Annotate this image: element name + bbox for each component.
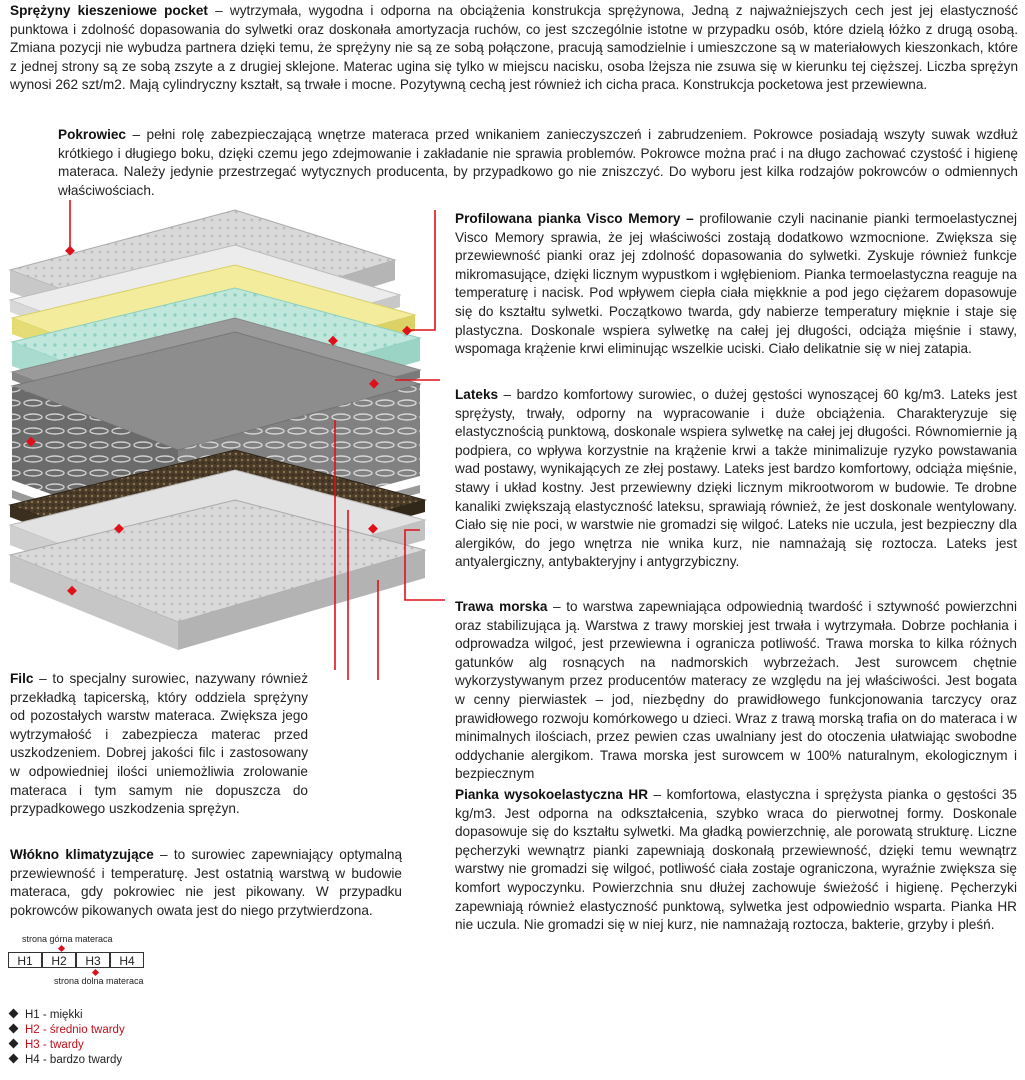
scale-box-h4: H4 — [110, 952, 144, 968]
fiber-title: Włókno klimatyzujące — [10, 847, 154, 862]
mattress-layers-illustration — [0, 200, 445, 680]
springs-title: Sprężyny kieszeniowe pocket — [10, 3, 208, 18]
leader-hr — [378, 580, 445, 680]
legend-h1-diamond-icon — [9, 1009, 19, 1019]
fiber-paragraph — [10, 846, 402, 920]
hr-paragraph — [455, 786, 1017, 935]
visco-body: profilowanie czyli nacinanie pianki termoelastycznej Visco Memory sprawia, że jej właściwości zostają dodatkowo wzmocnione. Zwiększa się przewiewność pianki oraz jej zdolność dopasowania do sylwetki. Zyskuje również funkcje mikromasujące, dzięki licznym wypustkom i wgłębieniom. Pianka termoelastyczna reaguje na temperaturę i nacisk. Pod wpływem ciepła ciała miękknie a pod jego ciężarem dopasowuje się do kształtu sylwetki. Początkowo twarda, gdy nabierze temperatury mięknie i staje się plastyczna. Doskonale wspiera sylwetkę na całej jej długości, odciąża mięśnie i stawy, wspomaga krążenie krwi eliminując wszelkie uciski. Ciało delikatnie się w niej zatapia. — [455, 211, 1017, 357]
cover-title: Pokrowiec — [58, 127, 126, 142]
latex-body: – bardzo komfortowy surowiec, o dużej gęstości wynoszącej 60 kg/m3. Lateks jest sprężysty, trwały, odporny na wypracowanie i duże obciążenia. Charakteryzuje się elastycznością punktową, doskonale wspiera sylwetkę na całej jej długości. Równomiernie ją podpiera, co wpływa korzystnie na krążenie krwi a także minimalizuje ryzyko powstawania wad postawy, wynikających ze złej postawy. Lateks jest bardzo komfortowy, odciąża mięśnie, stawy i układ kostny. Jest przewiewny dzięki licznym mikrootworom w budowie. Te drobne kanaliki zwiększają elastyczność lateksu, sprawiają również, że jest doskonale wentylowany. Ciało się nie poci, w warstwie nie gromadzi się wilgoć. Lateks nie uczula, jest bezpieczny dla alergików, do jego wnętrza nie wnika kurz, nie namnażają się roztocza. Lateks jest antyalergiczny, antybakteryjny i antygrzybiczny. — [455, 387, 1017, 570]
legend-h4 — [10, 1053, 122, 1068]
hr-title: Pianka wysokoelastyczna HR — [455, 787, 649, 802]
legend-h2 — [10, 1023, 125, 1038]
scale-bottom-label: strona dolna materaca — [54, 976, 144, 986]
legend-h2-diamond-icon — [9, 1024, 19, 1034]
legend-h3 — [10, 1038, 84, 1053]
scale-box-h1: H1 — [8, 952, 42, 968]
fiber-body: – to surowiec zapewniający optymalną przewiewność i temperaturę. Jest ostatnią warstwą w budowie materaca, gdy pokrowiec nie jest pikowany. W przypadku pokrowców pikowanych owata jest do niego przytwierdzona. — [10, 847, 402, 918]
scale-box-h3: H3 — [76, 952, 110, 968]
cover-paragraph — [58, 126, 1018, 200]
legend-h1-label: H1 - miękki — [25, 1009, 83, 1021]
scale-bottom-marker — [92, 969, 99, 976]
hardness-scale — [8, 934, 168, 994]
legend-h3-label: H3 - twardy — [25, 1039, 84, 1051]
seaweed-body: – to warstwa zapewniająca odpowiednią twardość i sztywność powierzchni oraz stabilizująca ją. Warstwa z trawy morskiej jest trwała i wytrzymała. Dobrze pochłania i odprowadza wilgoć, jest przewiewna i ogranicza potliwość. Trawa morska to kilka różnych gatunków alg rosnących na nadmorskich wybrzeżach. Jest surowcem chętnie wykorzystywanym przez producentów materacy ze względu na jej właściwości. Jest bogata w cenny pierwiastek – jod, niezbędny do prawidłowego funkcjonowania tarczycy oraz prawidłowego rozwoju komórkowego u dzieci. Wraz z trawą morską trafia on do materaca i w minimalnych ilościach, przez pewien czas uwalniany jest do otoczenia ułatwiając swobodne oddychanie alergikom. Trawa morska jest surowcem w 100% naturalnym, ekologicznym i bezpiecznym — [455, 599, 1017, 782]
legend-h4-label: H4 - bardzo twardy — [25, 1054, 123, 1066]
leader-visco — [408, 210, 435, 330]
legend-h1 — [10, 1008, 83, 1023]
visco-title: Profilowana pianka Visco Memory – — [455, 211, 694, 226]
felt-title: Filc — [10, 671, 34, 686]
scale-box-h2: H2 — [42, 952, 76, 968]
scale-top-label: strona górna materaca — [22, 934, 113, 944]
legend-h4-diamond-icon — [9, 1054, 19, 1064]
visco-paragraph — [455, 210, 1017, 359]
legend-h3-diamond-icon — [9, 1039, 19, 1049]
felt-paragraph — [10, 670, 308, 819]
latex-title: Lateks — [455, 387, 499, 402]
hr-body: – komfortowa, elastyczna i sprężysta pianka o gęstości 35 kg/m3. Jest odporna na odkształcenia, szybko wraca do pierwotnej formy. Doskonale dopasowuje się do kształtu sylwetki. Ma gładką powierzchnię, ale porowatą strukturę. Liczne pęcherzyki wewnątrz pianki zapewniają doskonałą przewiewność, dzięki temu wewnątrz warstwy nie gromadzi się wilgoć, potliwość ciała zostaje ograniczona, wyraźnie zwiększa się komfort wypoczynku. Powierzchnia snu dłużej zachowuje świeżość i higienę. Pęcherzyki zapewniają również elastyczność punktową, sylwetka jest odpowiednio wsparta. Pianka HR nie uczula. Nie gromadzi się w niej kurz, nie namnażają roztocza, bakterie, grzyby i pleśń. — [455, 787, 1017, 933]
seaweed-paragraph — [455, 598, 1017, 784]
legend-h2-label: H2 - średnio twardy — [25, 1024, 125, 1036]
felt-body: – to specjalny surowiec, nazywany również przekładką tapicerską, który oddziela sprężyny od pozostałych warstw materaca. Zwiększa jego wytrzymałość i zabezpiecza materac przed uszkodzeniem. Dobrej jakości filc i zastosowany w odpowiedniej ilości uniemożliwia zrolowanie materaca i tym samym nie dopuszcza do przypadkowego uszkodzenia sprężyn. — [10, 671, 308, 817]
scale-top-marker — [58, 945, 65, 952]
springs-paragraph — [10, 2, 1018, 95]
latex-paragraph — [455, 386, 1017, 572]
seaweed-title: Trawa morska — [455, 599, 548, 614]
springs-body: – wytrzymała, wygodna i odporna na obciążenia konstrukcja sprężynowa, Jedną z najważniejszych cech jest jej elastyczność punktowa i zdolność dopasowania do sylwetki oraz doskonała amortyzacja ruchów, co jest szczególnie istotne w przypadku osób, które dzielą łóżko z drugą osobą. Zmiana pozycji nie wybudza partnera dzięki temu, że sprężyny nie są ze sobą połączone, pracują samodzielnie i umieszczone są w materiałowych kieszonkach, które z jednej strony są ze sobą zszyte a z drugiej sklejone. Materac ugina się tylko w miejscu nacisku, osoba lżejsza nie zsuwa się w kierunku tej cięższej. Liczba sprężyn wynosi 262 szt/m2. Mają cylindryczny kształt, są trwałe i mocne. Pozytywną cechą jest również ich cicha praca. Konstrukcja pocketowa jest przewiewna. — [10, 3, 1018, 93]
cover-body: – pełni rolę zabezpieczającą wnętrze materaca przed wnikaniem zanieczyszczeń i zabrudzeniem. Pokrowce posiadają wszyty suwak wzdłuż krótkiego i długiego boku, dzięki czemu jego zdejmowanie i zakładanie nie sprawia problemów. Pokrowce można prać i na długo zachować czystość i higienę materaca. Należy jedynie przestrzegać wytycznych producenta, by przypadkowo go nie zniszczyć. Do wyboru jest kilka rodzajów pokrowców o odmiennych właściwościach. — [58, 127, 1018, 198]
